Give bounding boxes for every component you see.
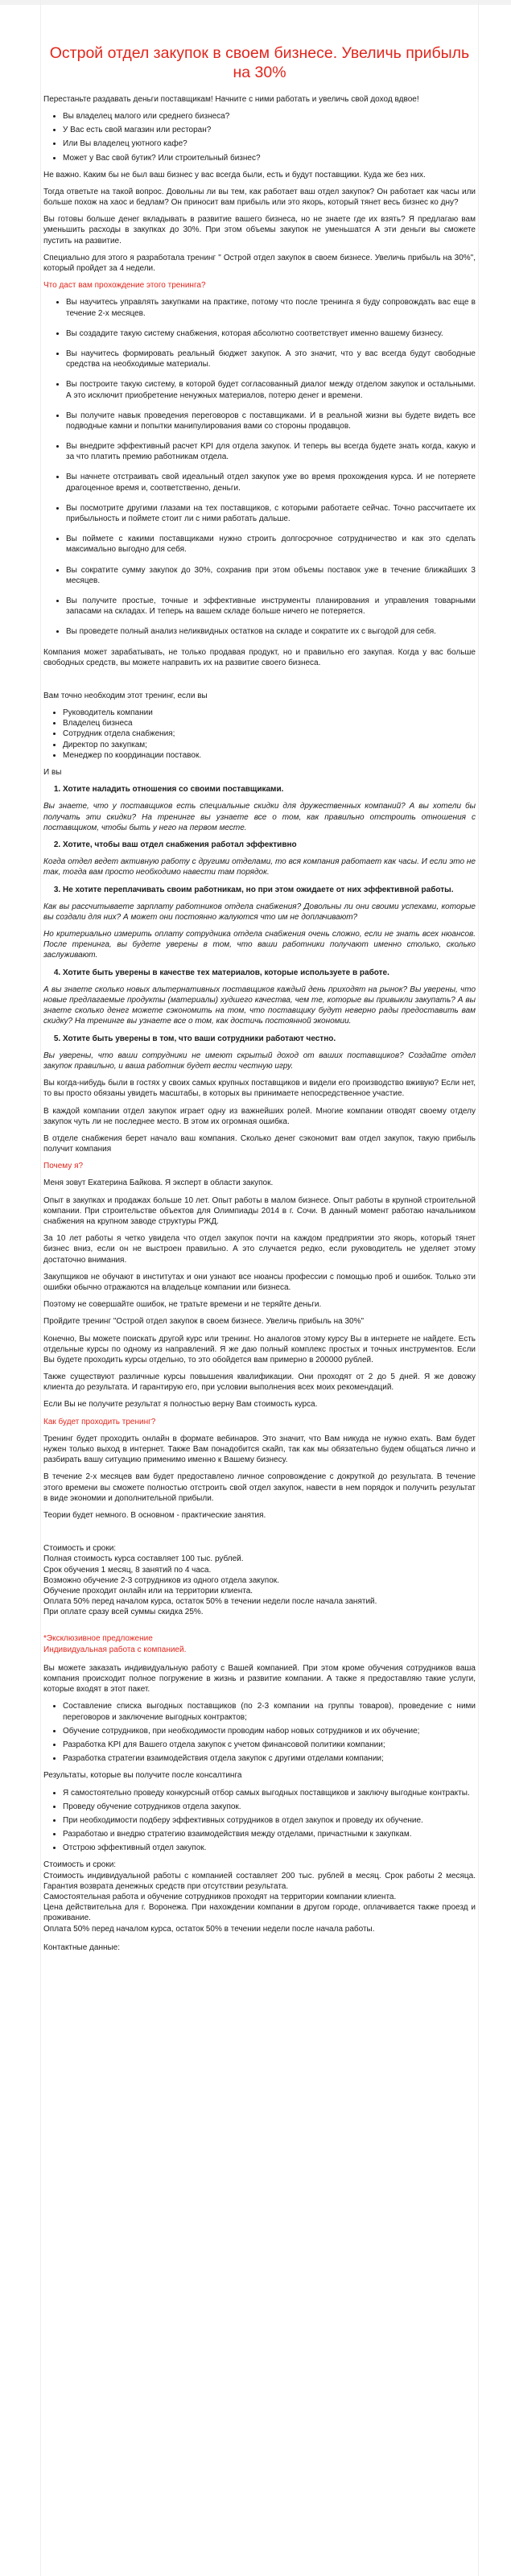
section-heading: Что даст вам прохождение этого тренинга? — [43, 281, 206, 291]
paragraph: Результаты, которые вы получите после консалтинга — [43, 1771, 242, 1781]
goal-2-text: Когда отдел ведет активную работу с другими отделами, то вся компания работает как часы. И если это не так, тогда вам просто необходимо навести там порядок. — [43, 857, 476, 877]
benefits-list — [43, 297, 476, 637]
paragraph: Конечно, Вы можете поискать другой курс или тренинг. Но аналогов этому курсу Вы в интернете не найдете. Есть отдельные курсы по одному из направлений. Я же даю полный комплекс простых и точных инструментов. Если Вы будете проходить курсы отдельно, то это обойдется вам примерно в 200000 рублей. — [43, 1334, 476, 1364]
services-list — [43, 1701, 476, 1764]
list-item: • Составление списка выгодных поставщиков (по 2-3 компании на группы товаров), проведение с ними переговоров и заключение выгодных контрактов; — [63, 1701, 476, 1722]
list-item: • Вы проведете полный анализ неликвидных остатков на складе и сократите их с выгодой для себя. — [66, 626, 476, 637]
list-item: • Вы научитесь формировать реальный бюджет закупок. А это значит, что у вас всегда будут свободные средства на необходимые материалы. — [66, 349, 476, 369]
list-item: • Вы создадите такую систему снабжения, которая абсолютно соответствует именно вашему бизнесу. — [66, 328, 476, 339]
goal-1-text: Вы знаете, что у поставщиков есть специальные скидки для дружественных компаний? А вы хотели бы получать эти скидки? На тренинге вы узнаете все о том, как правильно отстроить отношения с поставщиком, чтобы быть у него на первом месте. — [43, 802, 476, 832]
list-item: • Руководитель компании — [63, 708, 476, 718]
paragraph: Теории будет немного. В основном - практические занятия. — [43, 1510, 266, 1520]
cost-line: Самостоятельная работа и обучение сотрудников проходят на территории компании клиента. — [43, 1893, 397, 1901]
paragraph: Специально для этого я разработала тренинг " Острой отдел закупок в своем бизнесе. Увеличь прибыль на 30%", который пройдет за 4 недели. — [43, 253, 476, 273]
section-heading: Как будет проходить тренинг? — [43, 1417, 156, 1426]
paragraph: Закупщиков не обучают в институтах и они узнают все нюансы профессии с помощью проб и ошибок. Только эти ошибки обычно отражаются на владельце компании или бизнеса. — [43, 1272, 476, 1292]
cost-line: При оплате сразу всей суммы скидка 25%. — [43, 1608, 204, 1617]
questions-list — [43, 111, 476, 163]
intro-text: Перестаньте раздавать деньги поставщикам! Начните с ними работать и увеличь свой доход вдвое! — [43, 94, 419, 104]
cost-line: Оплата 50% перед началом курса, остаток 50% в течении недели после начала работы. — [43, 1924, 375, 1934]
list-item: • Вы получите навык проведения переговоров с поставщиками. И в реальной жизни вы будете видеть все подводные камни и попытки манипулирования вами со стороны продавцов. — [66, 411, 476, 431]
paragraph: Компания может зарабатывать, не только продавая продукт, но и правильно его закупая. Когда у вас больше свободных средств, вы можете направить их на развитие своего бизнеса. — [43, 647, 476, 667]
paragraph: Меня зовут Екатерина Байкова. Я эксперт в области закупок. — [43, 1179, 274, 1188]
paragraph: Пройдите тренинг "Острой отдел закупок в своем бизнесе. Увеличь прибыль на 30%" — [43, 1317, 365, 1327]
list-item: • Отстрою эффективный отдел закупок. — [63, 1843, 476, 1853]
cost-line: Цена действительна для г. Воронежа. При нахождении компании в другом городе, оплачивается также проезд и проживание. — [43, 1903, 476, 1923]
list-item: • Вы начнете отстраивать свой идеальный отдел закупок уже во время прохождения курса. И не потеряете драгоценное время и, соответственно, деньги. — [66, 472, 476, 493]
cost-line: Возможно обучение 2-3 сотрудников из одного отдела закупок. — [43, 1575, 279, 1585]
paragraph: В течение 2-х месяцев вам будет предоставлено личное сопровождение с докруткой до результата. В течение этого времени вы сможете полностью отстроить свой отдел закупок, навести в нем порядок и получить результат в виде экономии и дополнительной прибыли. — [43, 1472, 476, 1503]
exclusive-offer — [43, 1633, 476, 1654]
list-item: • Разработка KPI для Вашего отдела закупок с учетом финансовой политики компании; — [63, 1740, 476, 1750]
list-item: • Проведу обучение сотрудников отдела закупок. — [63, 1802, 476, 1812]
list-item: • Менеджер по координации поставок. — [63, 750, 476, 761]
list-item: • Владелец бизнеса — [63, 718, 476, 729]
goal-5-title: 5. Хотите быть уверены в том, что ваши сотрудники работают честно. — [43, 1034, 476, 1044]
exclusive-line: *Эксклюзивное предложение — [43, 1634, 153, 1644]
list-item: • Разработка стратегии взаимодействия отдела закупок с другими отделами компании; — [63, 1753, 476, 1764]
list-item: • При необходимости подберу эффективных сотрудников в отдел закупок и проведу их обучение. — [63, 1815, 476, 1826]
paragraph: За 10 лет работы я четко увидела что отдел закупок почти на каждом предприятии это якорь, который тянет бизнес вниз, если он не выстроен правильно. А это случается редко, если руководитель не уделяет этому достаточно внимания. — [43, 1234, 476, 1265]
list-item: • Может у Вас свой бутик? Или строительный бизнес? — [63, 153, 476, 163]
section-heading: Почему я? — [43, 1162, 84, 1171]
list-item: • Обучение сотрудников, при необходимости проводим набор новых сотрудников и их обучение; — [63, 1726, 476, 1736]
list-item: • Вы внедрите эффективный расчет KPI для отдела закупок. И теперь вы всегда будете знать когда, какую и за что платить премию работникам отдела. — [66, 441, 476, 462]
list-item: • Или Вы владелец уютного кафе? — [63, 138, 476, 149]
paragraph: Поэтому не совершайте ошибок, не тратьте времени и не теряйте деньги. — [43, 1300, 322, 1310]
list-item: • Сотрудник отдела снабжения; — [63, 729, 476, 739]
goal-3-title: 3. Не хотите переплачивать своим работникам, но при этом ожидаете от них эффективной работы. — [43, 885, 476, 895]
list-item: • Я самостоятельно проведу конкурсный отбор самых выгодных поставщиков и заключу выгодные контракты. — [63, 1788, 476, 1798]
list-item: • Вы получите простые, точные и эффективные инструменты планирования и управления товарными запасами на складах. И теперь на вашем складе больше ничего не потеряется. — [66, 596, 476, 617]
paragraph: В отделе снабжения берет начало ваш компания. Сколько денег сэкономит вам отдел закупок, такую прибыль получит компания — [43, 1133, 476, 1154]
goal-3-text: Как вы рассчитываете зарплату работников отдела снабжения? Довольны ли они своими успехами, которые вы создали для них? А может они постоянно жалуются что им не доплачивают? — [43, 902, 476, 922]
results-list — [43, 1788, 476, 1854]
paragraph: Вам точно необходим этот тренинг, если вы — [43, 691, 208, 700]
cost-line: Стоимость индивидуальной работы с компанией составляет 200 тыс. рублей в месяц. Срок работы 2 месяца. Гарантия возврата денежных средств при отсутствии результата. — [43, 1871, 476, 1891]
goal-5-text: Вы уверены, что ваши сотрудники не имеют скрытый доход от ваших поставщиков? Создайте отдел закупок правильно, и ваша работник будет вести честную игру. — [43, 1051, 476, 1071]
paragraph: И вы — [43, 768, 62, 777]
list-item: • Директор по закупкам; — [63, 740, 476, 750]
goal-2-title: 2. Хотите, чтобы ваш отдел снабжения работал эффективно — [43, 840, 476, 850]
contacts-label: Контактные данные: — [43, 1942, 121, 1952]
goal-4-title: 4. Хотите быть уверены в качестве тех материалов, которые используете в работе. — [43, 968, 476, 978]
exclusive-line: Индивидуальная работа с компанией. — [43, 1645, 187, 1654]
paragraph: Опыт в закупках и продажах больше 10 лет. Опыт работы в малом бизнесе. Опыт работы в крупной строительной компании. При строительстве объектов для Олимпиады 2014 в г. Сочи. В данный момент работаю начальником снабжения на крупном заводе структуры РЖД. — [43, 1195, 476, 1226]
cost-line: Обучение проходит онлайн или на территории клиента. — [43, 1586, 253, 1596]
cost-line: Оплата 50% перед началом курса, остаток 50% в течении недели после начала занятий. — [43, 1597, 377, 1607]
cost-line: Срок обучения 1 месяц, 8 занятий по 4 часа. — [43, 1565, 212, 1575]
list-item: • Вы сократите сумму закупок до 30%, сохранив при этом объемы поставок уже в течение ближайших 3 месяцев. — [66, 565, 476, 586]
cost-line: Полная стоимость курса составляет 100 тыс. рублей. — [43, 1554, 244, 1564]
paragraph: Тренинг будет проходить онлайн в формате вебинаров. Это значит, что Вам никуда не нужно ехать. Вам будет нужен только выход в интернет. Также Вам понадобится скайп, так как мы обязательно будем общаться лично и разбирать вашу ситуацию применимо именно к Вашему бизнесу. — [43, 1434, 476, 1465]
goal-3-text: Но критериально измерить оплату сотрудника отдела снабжения очень сложно, если не знать всех нюансов. После тренинга, вы будете уверены в том, что ваши работники получают именно столько, сколько заслуживают. — [43, 930, 476, 960]
cost-line: Стоимость и сроки: — [43, 1544, 117, 1554]
paragraph: В каждой компании отдел закупок играет одну из важнейших ролей. Многие компании отводят своему отделу закупок чуть ли не последнее место. В этом их огромная ошибка. — [43, 1106, 476, 1126]
goal-4-text: А вы знаете сколько новых альтернативных поставщиков каждый день приходят на рынок? Вы уверены, что новые предлагаемые продукты (материалы) худшего качества, чем те, которые вы привыкли закупать? А вы знаете сколько денег можете сэкономить на том, что поставщику будут неверно рады предоставить вам скидку? На тренинге вы узнаете все о том, как достичь постоянной экономии. — [43, 985, 476, 1026]
paragraph: Вы готовы больше денег вкладывать в развитие вашего бизнеса, но не знаете где их взять? Я предлагаю вам уменьшить расходы в закупках до 30%. При этом объемы закупок не уменьшатся А эти деньги вы сможете пустить на развитие. — [43, 215, 476, 246]
list-item: • Вы поймете с какими поставщиками нужно строить долгосрочное сотрудничество и как это сделать максимально выгодно для себя. — [66, 534, 476, 555]
paragraph: Тогда ответьте на такой вопрос. Довольны ли вы тем, как работает ваш отдел закупок? Он работает как часы или больше похож на хаос и бедлам? Он приносит вам прибыль или это якорь, который тянет весь бизнес ко дну? — [43, 187, 476, 208]
paragraph: Также существуют различные курсы повышения квалификации. Они проходят от 2 до 5 дней. Я же довожу клиента до результата. И гарантирую его, при условии выполнения всех моих рекомендаций. — [43, 1373, 476, 1393]
list-item: • У Вас есть свой магазин или ресторан? — [63, 125, 476, 135]
list-item: • Вы построите такую систему, в которой будет согласованный диалог между отделом закупок и остальными. А это исключит приобретение ненужных материалов, потерю денег и времени. — [66, 379, 476, 400]
goal-1-title: 1. Хотите наладить отношения со своими поставщиками. — [43, 784, 476, 795]
cost-line: Стоимость и сроки: — [43, 1860, 117, 1870]
paragraph: Вы когда-нибудь были в гостях у своих самых крупных поставщиков и видели его производство вживую? Если нет, то вы просто обязаны увидеть масштабы, в которых вы принимаете непосредственное участие. — [43, 1079, 476, 1099]
list-item: • Вы научитесь управлять закупками на практике, потому что после тренинга я буду сопровождать вас еще в течение 2-х месяцев. — [66, 297, 476, 318]
cost-block — [43, 1543, 476, 1617]
page-title: Острой отдел закупок в своем бизнесе. Увеличь прибыль на 30% — [49, 44, 470, 82]
list-item: • Вы посмотрите другими глазами на тех поставщиков, с которыми работаете сейчас. Точно рассчитаете их прибыльность и поймете стоит ли с ними работать дальше. — [66, 503, 476, 524]
cost-block-2 — [43, 1860, 476, 1934]
audience-list — [43, 708, 476, 761]
paragraph: Если Вы не получите результат я полностью верну Вам стоимость курса. — [43, 1400, 318, 1410]
list-item: • Разработаю и внедрю стратегию взаимодействия между отделами, причастными к закупкам. — [63, 1829, 476, 1839]
list-item: • Вы владелец малого или среднего бизнеса? — [63, 111, 476, 122]
paragraph: Не важно. Каким бы не был ваш бизнес у вас всегда были, есть и будут поставщики. Куда же без них. — [43, 170, 426, 180]
paragraph: Вы можете заказать индивидуальную работу с Вашей компанией. При этом кроме обучения сотрудников ваша компания происходит полное погружение в жизнь и развитие компании. А также я предоставляю такие услуги, которые входят в этот пакет. — [43, 1663, 476, 1695]
